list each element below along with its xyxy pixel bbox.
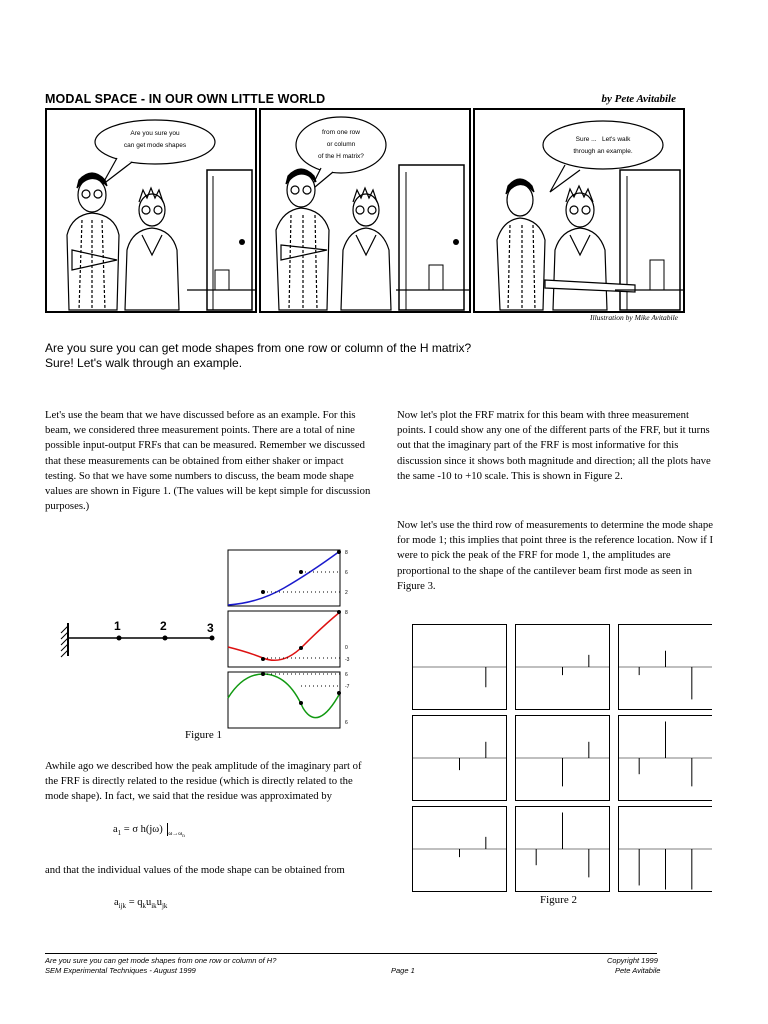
man-figure (497, 179, 545, 310)
footer-question: Are you sure you can get mode shapes from one row or column of H? (45, 956, 277, 965)
left-paragraph-3: and that the individual values of the mode shape can be obtained from (45, 864, 345, 876)
intro-answer: Sure! Let's walk through an example. (45, 356, 243, 370)
mode-2-tick: 8 (345, 610, 348, 616)
left-paragraph-2: Awhile ago we described how the peak amplitude of the imaginary part of the FRF is directly related to the residue (which is directly related to the mode shape). In fact, we said that the residue was approximated by (45, 760, 362, 803)
point-label-1: 1 (114, 619, 121, 633)
beam-diagram (61, 619, 215, 657)
man-figure (67, 173, 119, 310)
mode-2-plot (228, 610, 350, 667)
mode-3-tick: -7 (345, 684, 350, 690)
beam-point-3 (210, 636, 215, 641)
figure-2-frf-matrix (412, 624, 712, 894)
figure-1-graphic (58, 548, 358, 738)
student-figure (125, 188, 179, 310)
mode-1-tick: 8 (345, 550, 348, 556)
left-paragraph-1: Let's use the beam that we have discussed before as an example. For this beam, we considered three measurement points. There are a total of nine possible input-output FRFs that can be measured. Remember we discussed that these measurements can be obtained from either shaker or impact testing. So that we have some numbers to discuss, the beam mode shape values are shown in Figure 1. (The values will be kept simple for discussion purposes.) (45, 409, 371, 513)
comic-panel-2 (259, 108, 471, 313)
figure-1 (58, 548, 358, 738)
speech-bubble-text: Are you sure you can get mode shapes (123, 130, 187, 149)
footer-author: Pete Avitabile (615, 966, 661, 975)
mode-3-tick: 6 (345, 720, 348, 726)
illustration-credit: Illustration by Mike Avitabile (590, 313, 678, 322)
mode-1-tick: 6 (345, 570, 348, 576)
frf-plot (619, 625, 713, 710)
frf-plot (516, 716, 610, 801)
frf-plot (413, 807, 507, 892)
student-figure (341, 188, 391, 310)
man-figure (276, 169, 329, 310)
frf-plot (413, 625, 507, 710)
mode-2-tick: 0 (345, 645, 348, 651)
point-label-2: 2 (160, 619, 167, 633)
mode-3-plot (228, 672, 350, 728)
right-paragraph-1: Now let's plot the FRF matrix for this beam with three measurement points. I could show any one of the different parts of the FRF, but it turns out that the imaginary part of the FRF is most informative for this discussion since it shows both magnitude and direction; all the plots have the same -10 to +10 scale. This is shown in Figure 2. (397, 409, 711, 482)
footer-journal: SEM Experimental Techniques - August 1999 (45, 966, 196, 975)
article-author: by Pete Avitabile (601, 93, 676, 105)
comic-panel-1 (45, 108, 257, 313)
comic-panel-3 (473, 108, 685, 313)
point-label-3: 3 (207, 621, 214, 635)
frf-plot (619, 716, 713, 801)
figure-2-caption: Figure 2 (540, 894, 577, 906)
equation-mode-shape: $a_{ijk} = q_ku_{ik}u_{jk}$ (114, 897, 168, 911)
mode-2-tick: -3 (345, 657, 350, 663)
speech-bubble-text: from one row or column of the H matrix? (318, 129, 364, 160)
right-paragraph-2: Now let's use the third row of measurements to determine the mode shape for mode 1; this implies that point three is the reference location. Now if I were to pick the peak of the FRF for mode 1, the amplitudes are proportional to the shape of the cantilever beam first mode as seen in Figure 3. (397, 519, 714, 592)
student-figure (545, 186, 635, 310)
mode-3-tick: 6 (345, 672, 348, 678)
footer-copyright: Copyright 1999 (607, 956, 658, 965)
article-title: MODAL SPACE - IN OUR OWN LITTLE WORLD (45, 92, 326, 106)
mode-1-tick: 2 (345, 590, 348, 596)
frf-plot (619, 807, 713, 892)
footer-page-number: Page 1 (391, 966, 415, 975)
footer-rule (45, 953, 657, 954)
mode-1-plot (228, 550, 348, 606)
beam-point-1 (117, 636, 122, 641)
intro-text (45, 341, 471, 371)
figure-1-caption: Figure 1 (185, 729, 222, 741)
figure-2 (412, 624, 712, 894)
speech-bubble-text: Sure ... Let's walk through an example. (573, 136, 633, 155)
frf-plot (516, 807, 610, 892)
wall-hatch (61, 626, 68, 657)
frf-plot (413, 716, 507, 801)
intro-question: Are you sure you can get mode shapes from one row or column of the H matrix? (45, 341, 472, 355)
frf-plot (516, 625, 610, 710)
equation-residue: $a_1 = \sigma$ h(jω) $_{\omega\to\omega_n}$ (113, 824, 185, 840)
beam-point-2 (163, 636, 168, 641)
